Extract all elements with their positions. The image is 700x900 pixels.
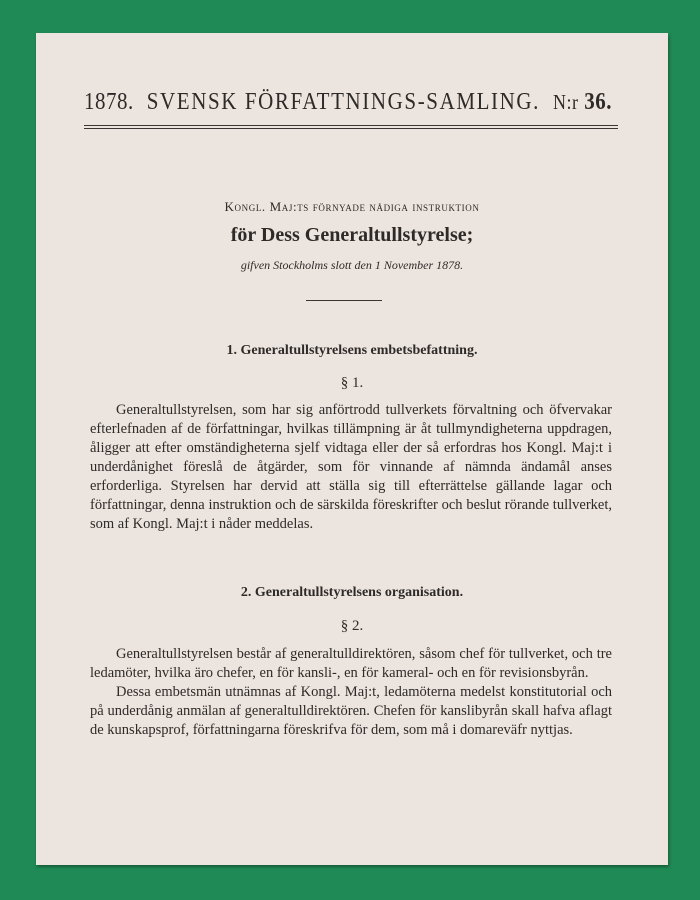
- section-2-paragraph-sign: § 2.: [340, 618, 364, 634]
- section-2-body: [90, 645, 612, 740]
- header-rule-bottom: [84, 128, 618, 129]
- title-divider: [306, 300, 382, 301]
- number-value: 36.: [584, 87, 612, 115]
- number-prefix: N:r: [553, 90, 579, 114]
- document-subtitle: för Dess Generaltullstyrelse;: [230, 224, 474, 246]
- section-1-paragraph-sign: § 1.: [340, 375, 364, 391]
- header-year: 1878.: [84, 87, 134, 115]
- header-number: [553, 87, 612, 116]
- section-1-body: [90, 401, 612, 534]
- given-line: gifven Stockholms slott den 1 November 1878.: [240, 258, 464, 272]
- section-2-paragraph-2: Dessa embetsmän utnämnas af Kongl. Maj:t, ledamöterna medelst konstitutorial och på underdånig anmälan af generaltulldirektören. Chefen för kanslibyrån skall hafva aflagt de kunskapsprof, författningarna föreskrifva för dem, som må i domareväfr nyttjas.: [90, 684, 612, 738]
- header-title: SVENSK FÖRFATTNINGS-SAMLING.: [146, 87, 541, 115]
- section-1-paragraph-1: Generaltullstyrelsen, som har sig anförtrodd tullverkets förvaltning och öfvervakar efterlefnaden af de författningar, hvilkas tillämpning är åt tullmyndigheterna uppdragen, åligger att efter omständigheterna sjelf vidtaga eller der så erfordras hos Kongl. Maj:t i underdånighet föreslå de åtgärder, som för vinnande af nämnda ändamål anses erforderliga. Styrelsen har dervid att ställa sig till efterrättelse gällande lagar och författningar, denna instruktion och de särskilda föreskrifter och beslut rörande tullverket, som af Kongl. Maj:t i nåder meddelas.: [90, 402, 612, 532]
- page-header: [84, 87, 612, 116]
- section-2-paragraph-1: Generaltullstyrelsen består af generaltulldirektören, såsom chef för tullverket, och tre ledamöter, hvilka äro chefer, en för kansli-, en för kameral- och en för revisionsbyrån.: [90, 646, 612, 681]
- section-2-heading: 2. Generaltullstyrelsens organisation.: [240, 585, 464, 600]
- header-rule-top: [84, 125, 618, 126]
- instruction-title: Kongl. Maj:ts förnyade nådiga instruktion: [224, 199, 480, 214]
- section-1-heading: 1. Generaltullstyrelsens embetsbefattning.: [226, 343, 478, 358]
- document-page: [36, 33, 668, 865]
